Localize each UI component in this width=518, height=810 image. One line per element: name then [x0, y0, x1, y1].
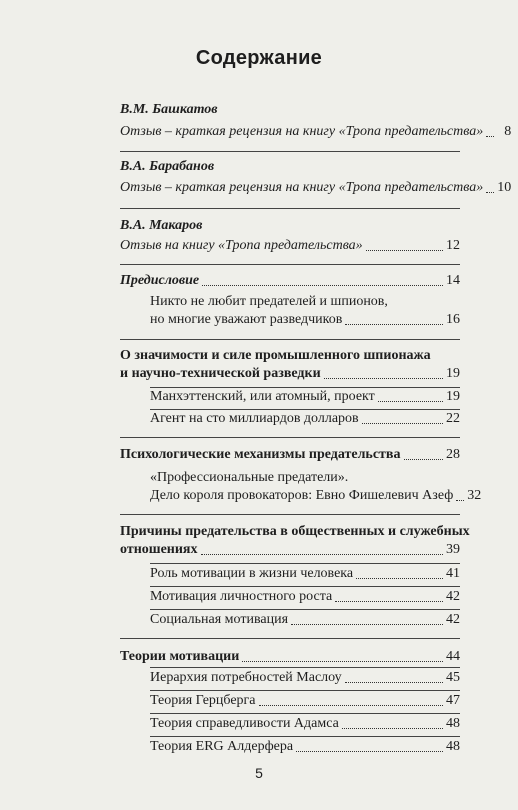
- dot-leader: [486, 136, 494, 137]
- subsection-divider: [150, 736, 460, 737]
- toc-entry-espionage: [120, 366, 460, 382]
- toc-page-number: 19: [446, 366, 460, 381]
- toc-entry-bashkatov: [120, 124, 512, 140]
- dot-leader: [201, 554, 444, 555]
- toc-subentry: [150, 389, 460, 405]
- dot-leader: [345, 324, 443, 325]
- dot-leader: [324, 378, 443, 379]
- toc-page-number: 41: [446, 566, 460, 581]
- toc-entry-barabanov: [120, 180, 512, 196]
- subsection-divider: [150, 667, 460, 668]
- toc-entry-label: Теория справедливости Адамса: [150, 716, 339, 731]
- toc-page-number: 42: [446, 612, 460, 627]
- toc-entry-reasons: [120, 542, 460, 558]
- toc-page-number: 45: [446, 670, 460, 685]
- dot-leader: [362, 423, 443, 424]
- toc-entry-label: но многие уважают разведчиков: [150, 312, 343, 327]
- toc-subentry-label-line1: Никто не любит предателей и шпионов,: [150, 294, 388, 309]
- toc-subentry: [150, 411, 460, 427]
- toc-page-number: 8: [504, 124, 512, 139]
- dot-leader: [378, 401, 443, 402]
- toc-entry-label: Теория Герцберга: [150, 693, 256, 708]
- dot-leader: [202, 285, 443, 286]
- toc-subentry-label-line1: «Профессиональные предатели».: [150, 470, 349, 485]
- section-divider: [120, 208, 460, 209]
- toc-section-title-line1: Причины предательства в общественных и служебных: [120, 524, 470, 539]
- toc-page-number: 44: [446, 649, 460, 664]
- toc-section-title-line1: О значимости и силе промышленного шпионажа: [120, 348, 431, 363]
- toc-subentry: [150, 716, 460, 732]
- toc-subentry: [150, 739, 460, 755]
- toc-page-number: 10: [497, 180, 512, 195]
- dot-leader: [345, 682, 443, 683]
- toc-entry-label: Мотивация личностного роста: [150, 589, 333, 604]
- subsection-divider: [150, 409, 460, 410]
- toc-subentry: [150, 566, 460, 582]
- toc-entry-theories: [120, 649, 460, 665]
- toc-entry-label: Агент на сто миллиардов долларов: [150, 411, 359, 426]
- toc-entry-label: Манхэттенский, или атомный, проект: [150, 389, 375, 404]
- toc-entry-psych: [120, 447, 460, 463]
- toc-entry-label: отношениях: [120, 542, 198, 557]
- toc-subentry: [150, 589, 460, 605]
- dot-leader: [456, 500, 464, 501]
- toc-entry-label: Отзыв – краткая рецензия на книгу «Тропа предательства»: [120, 124, 484, 139]
- toc-page-number: 28: [446, 447, 460, 462]
- toc-entry-makarov: [120, 238, 460, 254]
- page-title: Содержание: [195, 47, 323, 69]
- page-number: 5: [255, 765, 263, 781]
- toc-page-number: 16: [446, 312, 460, 327]
- section-divider: [120, 437, 460, 438]
- section-divider: [120, 514, 460, 515]
- toc-entry-label: Отзыв на книгу «Тропа предательства»: [120, 238, 363, 253]
- toc-subentry: [150, 670, 460, 686]
- toc-page-number: 12: [446, 238, 460, 253]
- subsection-divider: [150, 586, 460, 587]
- toc-page-number: 22: [446, 411, 460, 426]
- subsection-divider: [150, 609, 460, 610]
- author-bashkatov: В.М. Башкатов: [120, 102, 218, 117]
- toc-page-number: 39: [446, 542, 460, 557]
- dot-leader: [259, 705, 443, 706]
- toc-entry-label: Роль мотивации в жизни человека: [150, 566, 354, 581]
- toc-page-number: 14: [446, 273, 460, 288]
- subsection-divider: [150, 387, 460, 388]
- toc-subentry: [150, 612, 460, 628]
- dot-leader: [356, 578, 443, 579]
- toc-entry-label: Иерархия потребностей Маслоу: [150, 670, 342, 685]
- toc-entry-label: Теории мотивации: [120, 649, 240, 664]
- toc-entry-label: Психологические механизмы предательства: [120, 447, 401, 462]
- toc-page-number: 47: [446, 693, 460, 708]
- subsection-divider: [150, 713, 460, 714]
- toc-entry-label: Дело короля провокаторов: Евно Фишелевич Азеф: [150, 488, 454, 503]
- dot-leader: [335, 601, 443, 602]
- dot-leader: [342, 728, 443, 729]
- section-divider: [120, 151, 460, 152]
- toc-subentry-psych: [150, 488, 482, 504]
- author-makarov: В.А. Макаров: [120, 218, 203, 233]
- toc-subentry: [150, 693, 460, 709]
- toc-page-number: 32: [467, 488, 482, 503]
- subsection-divider: [150, 563, 460, 564]
- dot-leader: [242, 661, 443, 662]
- section-divider: [120, 638, 460, 639]
- toc-page-number: 48: [446, 739, 460, 754]
- dot-leader: [486, 192, 494, 193]
- toc-entry-label: и научно-технической разведки: [120, 366, 321, 381]
- toc-page-number: 42: [446, 589, 460, 604]
- toc-entry-label: Социальная мотивация: [150, 612, 289, 627]
- section-divider: [120, 264, 460, 265]
- toc-subentry-preface: [150, 312, 460, 328]
- toc-page-number: 19: [446, 389, 460, 404]
- subsection-divider: [150, 690, 460, 691]
- toc-entry-label: Теория ERG Алдерфера: [150, 739, 294, 754]
- author-barabanov: В.А. Барабанов: [120, 159, 215, 174]
- dot-leader: [296, 751, 443, 752]
- toc-entry-preface: [120, 273, 460, 289]
- toc-page-number: 48: [446, 716, 460, 731]
- dot-leader: [291, 624, 443, 625]
- dot-leader: [404, 459, 444, 460]
- toc-entry-label: Предисловие: [120, 273, 200, 288]
- dot-leader: [366, 250, 443, 251]
- section-divider: [120, 339, 460, 340]
- toc-entry-label: Отзыв – краткая рецензия на книгу «Тропа предательства»: [120, 180, 484, 195]
